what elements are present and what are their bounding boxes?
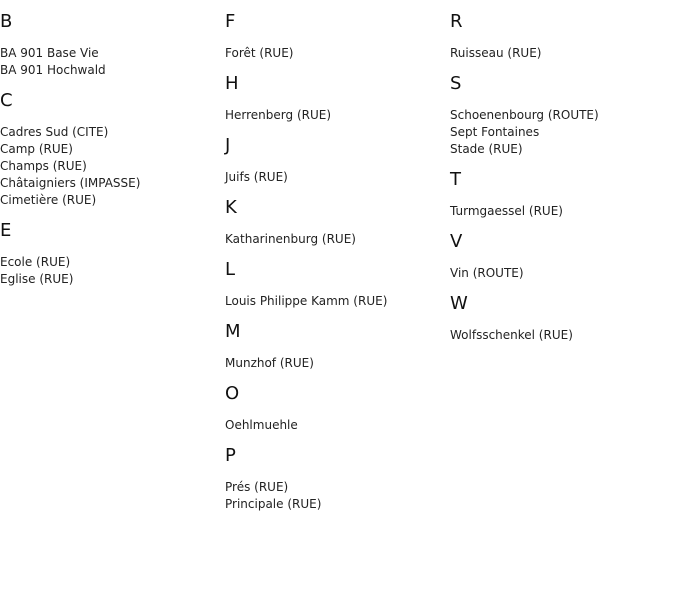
street-link[interactable]: Camp (RUE)	[0, 142, 73, 156]
letter-heading: S	[450, 73, 462, 94]
street-list	[225, 169, 450, 186]
street-link[interactable]: Ecole (RUE)	[0, 255, 71, 269]
letter-group	[450, 73, 675, 158]
street-link[interactable]: Munzhof (RUE)	[225, 356, 314, 370]
letter-heading: T	[450, 169, 461, 190]
street-list	[0, 124, 225, 209]
street-index-column-3	[450, 0, 675, 351]
letter-group	[225, 11, 450, 62]
street-list	[450, 203, 675, 220]
letter-group	[450, 169, 675, 220]
letter-group	[225, 445, 450, 513]
letter-group	[0, 90, 225, 209]
letter-group	[225, 73, 450, 124]
letter-group	[225, 259, 450, 310]
letter-heading: P	[225, 445, 236, 466]
letter-group	[0, 220, 225, 288]
street-list	[225, 293, 450, 310]
street-index-column-1	[0, 0, 225, 295]
street-link[interactable]: Châtaigniers (IMPASSE)	[0, 176, 141, 190]
street-link[interactable]: Ruisseau (RUE)	[450, 46, 542, 60]
street-list	[0, 45, 225, 79]
letter-group	[225, 383, 450, 434]
letter-group	[450, 11, 675, 62]
street-list	[225, 231, 450, 248]
letter-heading: L	[225, 259, 236, 280]
letter-group	[450, 231, 675, 282]
street-link[interactable]: Turmgaessel (RUE)	[450, 204, 563, 218]
street-link[interactable]: Schoenenbourg (ROUTE)	[450, 108, 599, 122]
street-list	[0, 254, 225, 288]
street-link[interactable]: Juifs (RUE)	[225, 170, 288, 184]
street-link[interactable]: Cadres Sud (CITE)	[0, 125, 109, 139]
letter-heading: E	[0, 220, 12, 241]
street-link[interactable]: Vin (ROUTE)	[450, 266, 524, 280]
street-link[interactable]: Principale (RUE)	[225, 497, 322, 511]
street-list	[450, 45, 675, 62]
letter-heading: M	[225, 321, 241, 342]
street-link[interactable]: Eglise (RUE)	[0, 272, 74, 286]
letter-heading: J	[225, 135, 231, 156]
street-link[interactable]: BA 901 Hochwald	[0, 63, 106, 77]
street-list	[225, 355, 450, 372]
letter-heading: C	[0, 90, 13, 111]
street-link[interactable]: Stade (RUE)	[450, 142, 523, 156]
street-link[interactable]: Herrenberg (RUE)	[225, 108, 332, 122]
letter-heading: H	[225, 73, 239, 94]
street-link[interactable]: Katharinenburg (RUE)	[225, 232, 356, 246]
letter-heading: K	[225, 197, 237, 218]
street-list	[225, 107, 450, 124]
street-list	[225, 45, 450, 62]
street-link[interactable]: Louis Philippe Kamm (RUE)	[225, 294, 388, 308]
street-link[interactable]: Sept Fontaines	[450, 125, 540, 139]
letter-heading: R	[450, 11, 463, 32]
street-link[interactable]: BA 901 Base Vie	[0, 46, 99, 60]
letter-group	[0, 11, 225, 79]
letter-group	[225, 321, 450, 372]
letter-group	[225, 197, 450, 248]
letter-heading: W	[450, 293, 468, 314]
letter-heading: V	[450, 231, 463, 252]
street-list	[450, 107, 675, 158]
street-link[interactable]: Cimetière (RUE)	[0, 193, 97, 207]
street-list	[225, 479, 450, 513]
street-index-column-2	[225, 0, 450, 520]
street-link[interactable]: Champs (RUE)	[0, 159, 87, 173]
letter-heading: O	[225, 383, 240, 404]
street-link[interactable]: Wolfsschenkel (RUE)	[450, 328, 573, 342]
street-list	[450, 265, 675, 282]
street-list	[225, 417, 450, 434]
letter-group	[450, 293, 675, 344]
street-link[interactable]: Forêt (RUE)	[225, 46, 294, 60]
letter-group	[225, 135, 450, 186]
letter-heading: F	[225, 11, 236, 32]
street-list	[450, 327, 675, 344]
street-link[interactable]: Prés (RUE)	[225, 480, 289, 494]
letter-heading: B	[0, 11, 13, 32]
street-link[interactable]: Oehlmuehle	[225, 418, 298, 432]
